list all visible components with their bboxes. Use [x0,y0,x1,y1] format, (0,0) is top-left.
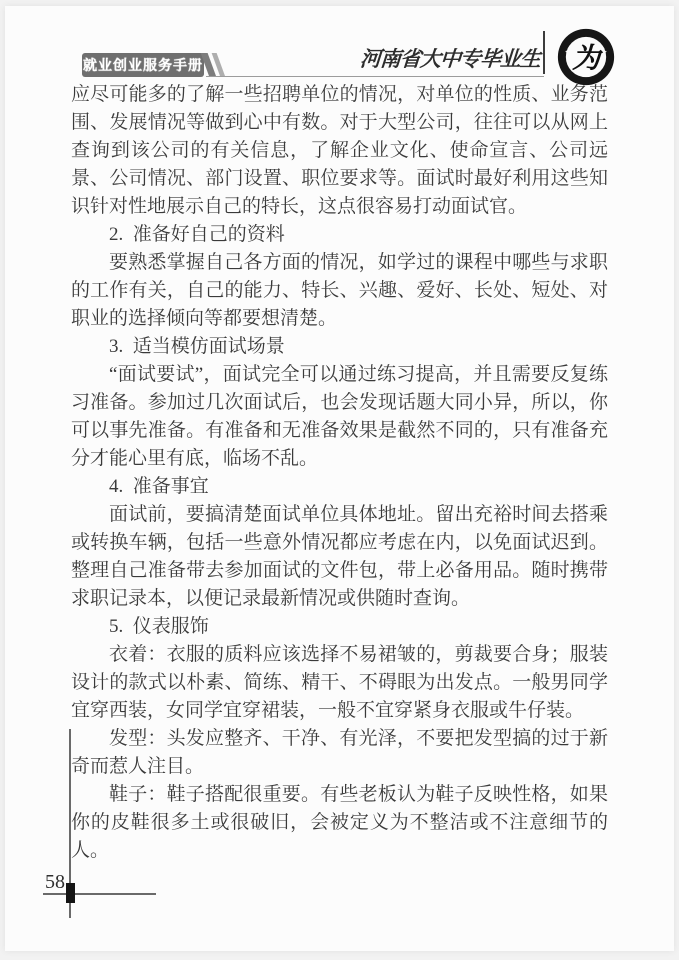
paragraph: 鞋子：鞋子搭配很重要。有些老板认为鞋子反映性格，如果你的皮鞋很多土或很破旧，会被定义为不整洁或不注意细节的人。 [71,784,608,861]
seal-glyph: 为 [571,43,601,75]
seal-logo-icon [556,27,616,87]
page-body-text [71,81,608,865]
paragraph: 应尽可能多的了解一些招聘单位的情况，对单位的性质、业务范围、发展情况等做到心中有数。对于大型公司，往往可以从网上查询到该公司的有关信息，了解企业文化、使命宣言、公司远景、公司情况、部门设置、职位要求等。面试时最好利用这些知识针对性地展示自己的特长，这点很容易打动面试官。 [71,84,608,217]
header-series-badge [82,53,204,77]
section-heading: 3. 适当模仿面试场景 [109,336,285,357]
header-series-badge-label: 就业创业服务手册 [83,57,203,73]
header-divider [543,31,545,74]
paragraph: 要熟悉掌握自己各方面的情况，如学过的课程中哪些与求职的工作有关，自己的能力、特长、兴趣、爱好、长处、短处、对职业的选择倾向等都要想清楚。 [71,252,608,329]
section-heading: 5. 仪表服饰 [109,616,209,637]
paragraph: 衣着：衣服的质料应该选择不易裙皱的，剪裁要合身；服装设计的款式以朴素、简练、精干、不碍眼为出发点。一般男同学宜穿西装，女同学宜穿裙装，一般不宜穿紧身衣服或牛仔装。 [71,644,608,721]
footer-corner-block [66,883,75,903]
header-calligraphy-title: 河南省大中专毕业生 [359,47,541,71]
paragraph: 发型：头发应整齐、干净、有光泽，不要把发型搞的过于新奇而惹人注目。 [71,728,608,777]
section-heading: 2. 准备好自己的资料 [109,224,285,245]
paragraph: 面试前，要搞清楚面试单位具体地址。留出充裕时间去搭乘或转换车辆，包括一些意外情况都应考虑在内，以免面试迟到。整理自己准备带去参加面试的文件包，带上必备用品。随时携带求职记录本，以便记录最新情况或供随时查询。 [71,504,608,609]
page-number: 58 [45,871,65,893]
paragraph: “面试要试”，面试完全可以通过练习提高，并且需要反复练习准备。参加过几次面试后，也会发现话题大同小异，所以，你可以事先准备。有准备和无准备效果是截然不同的，只有准备充分才能心里有底，临场不乱。 [71,364,608,469]
header-rule [206,76,544,77]
section-heading: 4. 准备事宜 [109,476,209,497]
